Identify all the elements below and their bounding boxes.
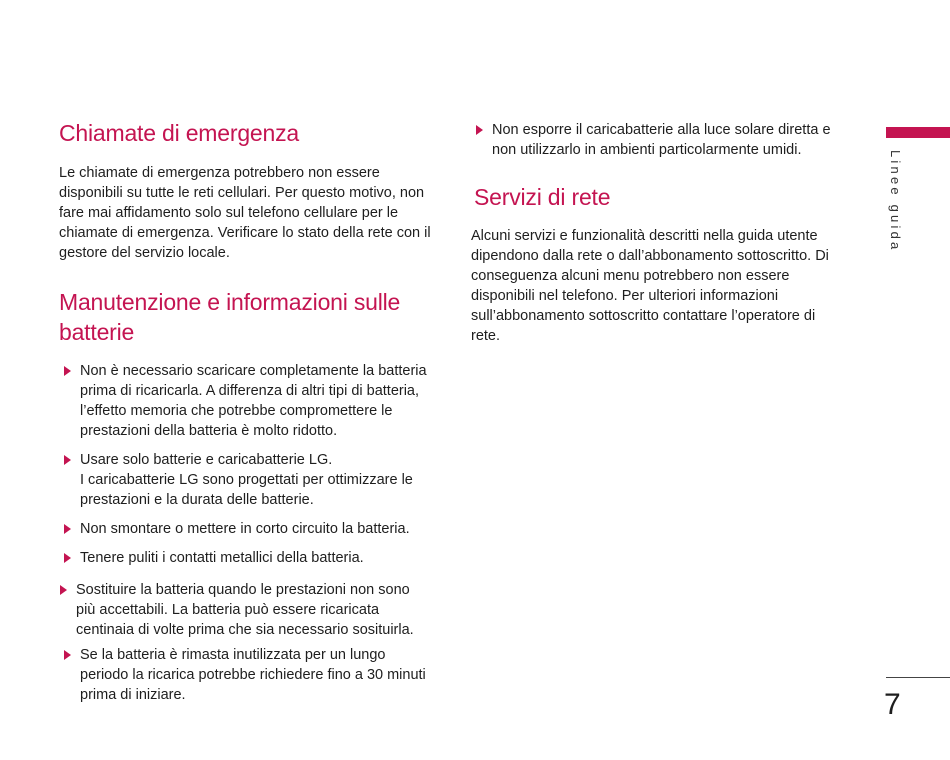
- battery-bullet-item: Tenere puliti i contatti metallici della batteria.: [59, 548, 431, 568]
- battery-bullet-item: Non è necessario scaricare completamente la batteria prima di ricaricarla. A differenza di altri tipi di batteria, l’effetto memoria che potrebbe compromettere le prestazioni della batteria è molto ridotto.: [59, 361, 431, 441]
- left-column: [59, 118, 439, 705]
- charger-bullet-list: [471, 120, 856, 160]
- page-number: 7: [884, 688, 901, 721]
- battery-bullet-item: Sostituire la batteria quando le prestazioni non sono più accettabili. La batteria può essere ricaricata centinaia di volte prima che sia necessario sosituirla.: [55, 580, 431, 640]
- bullet-arrow-icon: [64, 366, 71, 376]
- section-tab-bar: [886, 127, 950, 138]
- network-services-heading: Servizi di rete: [474, 184, 611, 210]
- bullet-arrow-icon: [476, 125, 483, 135]
- network-services-paragraph: Alcuni servizi e funzionalità descritti nella guida utente dipendono dalla rete o dall’abbonamento sottoscritto. Di conseguenza alcuni menu potrebbero non essere disponibili nel telefono. Per ulteriori informazioni sull’abbonamento sottoscritto contattare l’operatore di rete.: [471, 228, 829, 344]
- battery-bullet-item: Non smontare o mettere in corto circuito la batteria.: [59, 519, 431, 539]
- bullet-arrow-icon: [60, 585, 67, 595]
- bullet-arrow-icon: [64, 553, 71, 563]
- battery-bullet-item: Se la batteria è rimasta inutilizzata per un lungo periodo la ricarica potrebbe richiedere fino a 30 minuti prima di iniziare.: [59, 645, 431, 705]
- section-tab-label: Linee guida: [888, 150, 903, 253]
- battery-bullet-item: Usare solo batterie e caricabatterie LG. I caricabatterie LG sono progettati per ottimizzare le prestazioni e la durata delle batterie.: [59, 450, 431, 510]
- emergency-calls-heading: Chiamate di emergenza: [59, 120, 299, 146]
- emergency-calls-paragraph: Le chiamate di emergenza potrebbero non essere disponibili su tutte le reti cellulari. Per questo motivo, non fare mai affidamento solo sul telefono cellulare per le chiamate di emergenza. Verificare lo stato della rete con il gestore del servizio locale.: [59, 165, 431, 261]
- bullet-arrow-icon: [64, 455, 71, 465]
- page-number-divider: [886, 677, 950, 678]
- right-column: [471, 120, 863, 346]
- bullet-arrow-icon: [64, 524, 71, 534]
- charger-bullet-item: Non esporre il caricabatterie alla luce solare diretta e non utilizzarlo in ambienti particolarmente umidi.: [471, 120, 856, 160]
- battery-bullet-list: [59, 361, 431, 705]
- battery-maintenance-heading: Manutenzione e informazioni sulle batterie: [59, 289, 401, 345]
- bullet-arrow-icon: [64, 650, 71, 660]
